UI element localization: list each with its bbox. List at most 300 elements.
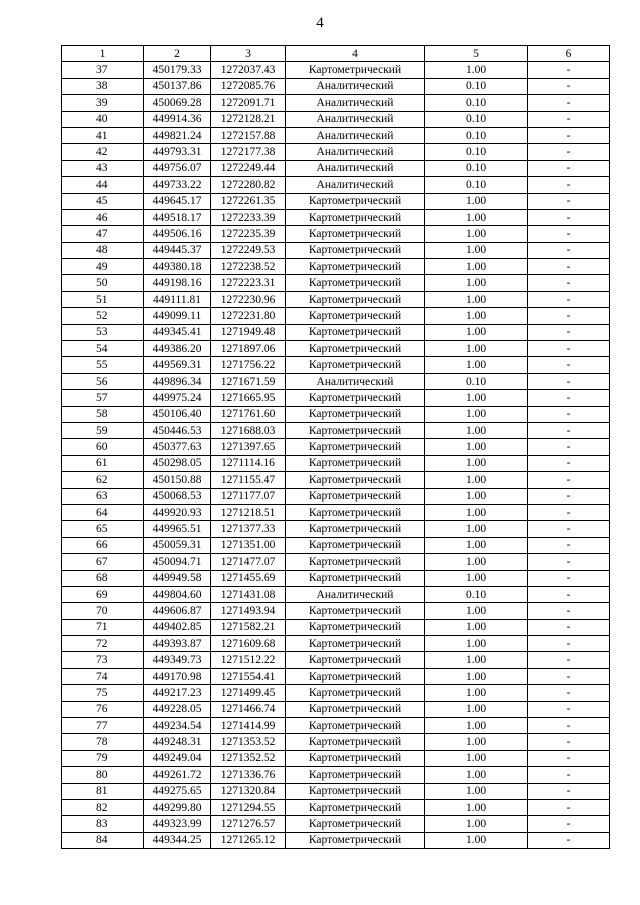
method-cell: Картометрический xyxy=(286,734,425,750)
y-coordinate-cell: 1272280.82 xyxy=(211,177,286,193)
point-number-cell: 41 xyxy=(62,127,144,143)
description-cell: - xyxy=(528,586,610,602)
description-cell: - xyxy=(528,357,610,373)
x-coordinate-cell: 449249.04 xyxy=(144,750,211,766)
method-cell: Аналитический xyxy=(286,177,425,193)
point-number-cell: 45 xyxy=(62,193,144,209)
table-row xyxy=(62,701,610,717)
y-coordinate-cell: 1272231.80 xyxy=(211,308,286,324)
description-cell: - xyxy=(528,177,610,193)
description-cell: - xyxy=(528,78,610,94)
point-number-cell: 43 xyxy=(62,160,144,176)
accuracy-cell: 1.00 xyxy=(425,668,528,684)
point-number-cell: 48 xyxy=(62,242,144,258)
description-cell: - xyxy=(528,406,610,422)
description-cell: - xyxy=(528,636,610,652)
description-cell: - xyxy=(528,390,610,406)
y-coordinate-cell: 1271336.76 xyxy=(211,767,286,783)
description-cell: - xyxy=(528,422,610,438)
x-coordinate-cell: 449234.54 xyxy=(144,718,211,734)
y-coordinate-cell: 1271582.21 xyxy=(211,619,286,635)
table-row xyxy=(62,521,610,537)
x-coordinate-cell: 449349.73 xyxy=(144,652,211,668)
point-number-cell: 39 xyxy=(62,95,144,111)
table-row xyxy=(62,177,610,193)
description-cell: - xyxy=(528,619,610,635)
point-number-cell: 66 xyxy=(62,537,144,553)
y-coordinate-cell: 1271351.00 xyxy=(211,537,286,553)
method-cell: Аналитический xyxy=(286,160,425,176)
method-cell: Аналитический xyxy=(286,127,425,143)
x-coordinate-cell: 449965.51 xyxy=(144,521,211,537)
method-cell: Картометрический xyxy=(286,636,425,652)
table-row xyxy=(62,668,610,684)
y-coordinate-cell: 1272177.38 xyxy=(211,144,286,160)
method-cell: Картометрический xyxy=(286,668,425,684)
method-cell: Картометрический xyxy=(286,226,425,242)
header-cell-col-6: 6 xyxy=(528,46,610,62)
x-coordinate-cell: 449445.37 xyxy=(144,242,211,258)
description-cell: - xyxy=(528,144,610,160)
accuracy-cell: 0.10 xyxy=(425,78,528,94)
point-number-cell: 73 xyxy=(62,652,144,668)
accuracy-cell: 0.10 xyxy=(425,160,528,176)
x-coordinate-cell: 449380.18 xyxy=(144,259,211,275)
accuracy-cell: 1.00 xyxy=(425,472,528,488)
point-number-cell: 64 xyxy=(62,504,144,520)
table-row xyxy=(62,291,610,307)
y-coordinate-cell: 1271609.68 xyxy=(211,636,286,652)
x-coordinate-cell: 450069.28 xyxy=(144,95,211,111)
accuracy-cell: 1.00 xyxy=(425,603,528,619)
x-coordinate-cell: 449228.05 xyxy=(144,701,211,717)
accuracy-cell: 1.00 xyxy=(425,455,528,471)
point-number-cell: 40 xyxy=(62,111,144,127)
description-cell: - xyxy=(528,439,610,455)
x-coordinate-cell: 449949.58 xyxy=(144,570,211,586)
point-number-cell: 56 xyxy=(62,373,144,389)
point-number-cell: 78 xyxy=(62,734,144,750)
y-coordinate-cell: 1272235.39 xyxy=(211,226,286,242)
description-cell: - xyxy=(528,570,610,586)
y-coordinate-cell: 1271756.22 xyxy=(211,357,286,373)
x-coordinate-cell: 449198.16 xyxy=(144,275,211,291)
x-coordinate-cell: 449975.24 xyxy=(144,390,211,406)
point-number-cell: 70 xyxy=(62,603,144,619)
y-coordinate-cell: 1271276.57 xyxy=(211,816,286,832)
x-coordinate-cell: 449756.07 xyxy=(144,160,211,176)
x-coordinate-cell: 449248.31 xyxy=(144,734,211,750)
table-row xyxy=(62,488,610,504)
method-cell: Картометрический xyxy=(286,603,425,619)
accuracy-cell: 1.00 xyxy=(425,341,528,357)
y-coordinate-cell: 1271265.12 xyxy=(211,832,286,848)
accuracy-cell: 1.00 xyxy=(425,259,528,275)
description-cell: - xyxy=(528,652,610,668)
table-row xyxy=(62,439,610,455)
table-row xyxy=(62,62,610,78)
table-row xyxy=(62,95,610,111)
method-cell: Аналитический xyxy=(286,373,425,389)
y-coordinate-cell: 1271353.52 xyxy=(211,734,286,750)
point-number-cell: 79 xyxy=(62,750,144,766)
x-coordinate-cell: 449275.65 xyxy=(144,783,211,799)
table-row xyxy=(62,783,610,799)
table-row xyxy=(62,406,610,422)
accuracy-cell: 0.10 xyxy=(425,586,528,602)
point-number-cell: 60 xyxy=(62,439,144,455)
description-cell: - xyxy=(528,291,610,307)
method-cell: Картометрический xyxy=(286,242,425,258)
y-coordinate-cell: 1271897.06 xyxy=(211,341,286,357)
description-cell: - xyxy=(528,504,610,520)
accuracy-cell: 0.10 xyxy=(425,111,528,127)
y-coordinate-cell: 1271431.08 xyxy=(211,586,286,602)
accuracy-cell: 1.00 xyxy=(425,537,528,553)
point-number-cell: 76 xyxy=(62,701,144,717)
y-coordinate-cell: 1272249.44 xyxy=(211,160,286,176)
x-coordinate-cell: 450446.53 xyxy=(144,422,211,438)
method-cell: Картометрический xyxy=(286,439,425,455)
table-row xyxy=(62,341,610,357)
table-row xyxy=(62,373,610,389)
accuracy-cell: 1.00 xyxy=(425,832,528,848)
method-cell: Картометрический xyxy=(286,193,425,209)
description-cell: - xyxy=(528,341,610,357)
method-cell: Картометрический xyxy=(286,62,425,78)
point-number-cell: 84 xyxy=(62,832,144,848)
point-number-cell: 81 xyxy=(62,783,144,799)
description-cell: - xyxy=(528,603,610,619)
method-cell: Картометрический xyxy=(286,521,425,537)
y-coordinate-cell: 1271155.47 xyxy=(211,472,286,488)
point-number-cell: 75 xyxy=(62,685,144,701)
x-coordinate-cell: 449804.60 xyxy=(144,586,211,602)
y-coordinate-cell: 1272238.52 xyxy=(211,259,286,275)
description-cell: - xyxy=(528,472,610,488)
x-coordinate-cell: 449323.99 xyxy=(144,816,211,832)
point-number-cell: 54 xyxy=(62,341,144,357)
accuracy-cell: 1.00 xyxy=(425,521,528,537)
y-coordinate-cell: 1271761.60 xyxy=(211,406,286,422)
accuracy-cell: 1.00 xyxy=(425,750,528,766)
y-coordinate-cell: 1271177.07 xyxy=(211,488,286,504)
x-coordinate-cell: 449345.41 xyxy=(144,324,211,340)
description-cell: - xyxy=(528,832,610,848)
accuracy-cell: 1.00 xyxy=(425,226,528,242)
y-coordinate-cell: 1271397.65 xyxy=(211,439,286,455)
y-coordinate-cell: 1271554.41 xyxy=(211,668,286,684)
accuracy-cell: 1.00 xyxy=(425,504,528,520)
point-number-cell: 50 xyxy=(62,275,144,291)
y-coordinate-cell: 1272223.31 xyxy=(211,275,286,291)
y-coordinate-cell: 1271688.03 xyxy=(211,422,286,438)
x-coordinate-cell: 450298.05 xyxy=(144,455,211,471)
description-cell: - xyxy=(528,160,610,176)
table-row xyxy=(62,324,610,340)
accuracy-cell: 0.10 xyxy=(425,373,528,389)
table-row xyxy=(62,685,610,701)
description-cell: - xyxy=(528,373,610,389)
table-row xyxy=(62,160,610,176)
method-cell: Картометрический xyxy=(286,750,425,766)
table-row xyxy=(62,586,610,602)
table-row xyxy=(62,504,610,520)
y-coordinate-cell: 1271352.52 xyxy=(211,750,286,766)
header-cell-col-1: 1 xyxy=(62,46,144,62)
description-cell: - xyxy=(528,799,610,815)
method-cell: Картометрический xyxy=(286,390,425,406)
method-cell: Картометрический xyxy=(286,783,425,799)
y-coordinate-cell: 1271320.84 xyxy=(211,783,286,799)
point-number-cell: 42 xyxy=(62,144,144,160)
point-number-cell: 63 xyxy=(62,488,144,504)
method-cell: Картометрический xyxy=(286,832,425,848)
x-coordinate-cell: 450137.86 xyxy=(144,78,211,94)
method-cell: Картометрический xyxy=(286,799,425,815)
x-coordinate-cell: 450068.53 xyxy=(144,488,211,504)
accuracy-cell: 1.00 xyxy=(425,783,528,799)
accuracy-cell: 1.00 xyxy=(425,652,528,668)
x-coordinate-cell: 450106.40 xyxy=(144,406,211,422)
table-row xyxy=(62,767,610,783)
y-coordinate-cell: 1271377.33 xyxy=(211,521,286,537)
table-row xyxy=(62,832,610,848)
x-coordinate-cell: 450150.88 xyxy=(144,472,211,488)
accuracy-cell: 1.00 xyxy=(425,636,528,652)
y-coordinate-cell: 1271512.22 xyxy=(211,652,286,668)
accuracy-cell: 1.00 xyxy=(425,193,528,209)
table-row xyxy=(62,734,610,750)
table-row xyxy=(62,226,610,242)
y-coordinate-cell: 1272230.96 xyxy=(211,291,286,307)
table-row xyxy=(62,619,610,635)
table-row xyxy=(62,78,610,94)
description-cell: - xyxy=(528,455,610,471)
description-cell: - xyxy=(528,111,610,127)
table-row xyxy=(62,455,610,471)
accuracy-cell: 1.00 xyxy=(425,488,528,504)
method-cell: Картометрический xyxy=(286,652,425,668)
accuracy-cell: 1.00 xyxy=(425,718,528,734)
table-row xyxy=(62,636,610,652)
table-row xyxy=(62,275,610,291)
y-coordinate-cell: 1272157.88 xyxy=(211,127,286,143)
description-cell: - xyxy=(528,193,610,209)
y-coordinate-cell: 1271949.48 xyxy=(211,324,286,340)
description-cell: - xyxy=(528,259,610,275)
accuracy-cell: 1.00 xyxy=(425,357,528,373)
description-cell: - xyxy=(528,750,610,766)
method-cell: Картометрический xyxy=(286,308,425,324)
table-body xyxy=(62,62,610,849)
point-number-cell: 74 xyxy=(62,668,144,684)
x-coordinate-cell: 449793.31 xyxy=(144,144,211,160)
table-row xyxy=(62,308,610,324)
point-number-cell: 55 xyxy=(62,357,144,373)
method-cell: Картометрический xyxy=(286,324,425,340)
x-coordinate-cell: 449217.23 xyxy=(144,685,211,701)
accuracy-cell: 1.00 xyxy=(425,242,528,258)
accuracy-cell: 1.00 xyxy=(425,308,528,324)
point-number-cell: 58 xyxy=(62,406,144,422)
y-coordinate-cell: 1271493.94 xyxy=(211,603,286,619)
method-cell: Картометрический xyxy=(286,406,425,422)
y-coordinate-cell: 1271218.51 xyxy=(211,504,286,520)
y-coordinate-cell: 1271114.16 xyxy=(211,455,286,471)
point-number-cell: 69 xyxy=(62,586,144,602)
accuracy-cell: 1.00 xyxy=(425,734,528,750)
description-cell: - xyxy=(528,816,610,832)
accuracy-cell: 0.10 xyxy=(425,95,528,111)
method-cell: Аналитический xyxy=(286,111,425,127)
point-number-cell: 37 xyxy=(62,62,144,78)
description-cell: - xyxy=(528,242,610,258)
description-cell: - xyxy=(528,767,610,783)
description-cell: - xyxy=(528,275,610,291)
method-cell: Картометрический xyxy=(286,570,425,586)
point-number-cell: 80 xyxy=(62,767,144,783)
table-row xyxy=(62,570,610,586)
method-cell: Картометрический xyxy=(286,357,425,373)
table-row xyxy=(62,554,610,570)
x-coordinate-cell: 449099.11 xyxy=(144,308,211,324)
point-number-cell: 59 xyxy=(62,422,144,438)
method-cell: Картометрический xyxy=(286,259,425,275)
table-row xyxy=(62,422,610,438)
method-cell: Картометрический xyxy=(286,291,425,307)
x-coordinate-cell: 449344.25 xyxy=(144,832,211,848)
description-cell: - xyxy=(528,127,610,143)
point-number-cell: 61 xyxy=(62,455,144,471)
accuracy-cell: 1.00 xyxy=(425,799,528,815)
y-coordinate-cell: 1272233.39 xyxy=(211,209,286,225)
x-coordinate-cell: 449402.85 xyxy=(144,619,211,635)
table-row xyxy=(62,718,610,734)
table-row xyxy=(62,259,610,275)
description-cell: - xyxy=(528,718,610,734)
accuracy-cell: 1.00 xyxy=(425,390,528,406)
table-row xyxy=(62,603,610,619)
x-coordinate-cell: 449920.93 xyxy=(144,504,211,520)
point-number-cell: 68 xyxy=(62,570,144,586)
method-cell: Картометрический xyxy=(286,341,425,357)
accuracy-cell: 1.00 xyxy=(425,701,528,717)
y-coordinate-cell: 1272261.35 xyxy=(211,193,286,209)
description-cell: - xyxy=(528,783,610,799)
table-row xyxy=(62,652,610,668)
description-cell: - xyxy=(528,226,610,242)
method-cell: Картометрический xyxy=(286,488,425,504)
method-cell: Аналитический xyxy=(286,144,425,160)
x-coordinate-cell: 449914.36 xyxy=(144,111,211,127)
table-row xyxy=(62,472,610,488)
y-coordinate-cell: 1271466.74 xyxy=(211,701,286,717)
table-row xyxy=(62,816,610,832)
accuracy-cell: 1.00 xyxy=(425,554,528,570)
method-cell: Картометрический xyxy=(286,472,425,488)
y-coordinate-cell: 1271477.07 xyxy=(211,554,286,570)
y-coordinate-cell: 1272128.21 xyxy=(211,111,286,127)
method-cell: Картометрический xyxy=(286,619,425,635)
y-coordinate-cell: 1272091.71 xyxy=(211,95,286,111)
accuracy-cell: 1.00 xyxy=(425,619,528,635)
x-coordinate-cell: 450059.31 xyxy=(144,537,211,553)
method-cell: Картометрический xyxy=(286,209,425,225)
x-coordinate-cell: 450094.71 xyxy=(144,554,211,570)
method-cell: Картометрический xyxy=(286,422,425,438)
x-coordinate-cell: 449299.80 xyxy=(144,799,211,815)
header-cell-col-2: 2 xyxy=(144,46,211,62)
x-coordinate-cell: 449896.34 xyxy=(144,373,211,389)
accuracy-cell: 0.10 xyxy=(425,177,528,193)
point-number-cell: 52 xyxy=(62,308,144,324)
accuracy-cell: 1.00 xyxy=(425,422,528,438)
point-number-cell: 62 xyxy=(62,472,144,488)
x-coordinate-cell: 449821.24 xyxy=(144,127,211,143)
point-number-cell: 47 xyxy=(62,226,144,242)
description-cell: - xyxy=(528,701,610,717)
description-cell: - xyxy=(528,488,610,504)
description-cell: - xyxy=(528,685,610,701)
table-row xyxy=(62,750,610,766)
x-coordinate-cell: 449569.31 xyxy=(144,357,211,373)
method-cell: Картометрический xyxy=(286,554,425,570)
method-cell: Картометрический xyxy=(286,718,425,734)
point-number-cell: 53 xyxy=(62,324,144,340)
description-cell: - xyxy=(528,734,610,750)
accuracy-cell: 1.00 xyxy=(425,275,528,291)
y-coordinate-cell: 1271499.45 xyxy=(211,685,286,701)
table-row xyxy=(62,193,610,209)
x-coordinate-cell: 449606.87 xyxy=(144,603,211,619)
method-cell: Картометрический xyxy=(286,537,425,553)
description-cell: - xyxy=(528,308,610,324)
x-coordinate-cell: 449645.17 xyxy=(144,193,211,209)
y-coordinate-cell: 1271671.59 xyxy=(211,373,286,389)
table-row xyxy=(62,111,610,127)
description-cell: - xyxy=(528,95,610,111)
page-number: 4 xyxy=(316,15,324,31)
header-cell-col-3: 3 xyxy=(211,46,286,62)
x-coordinate-cell: 450377.63 xyxy=(144,439,211,455)
method-cell: Картометрический xyxy=(286,816,425,832)
point-number-cell: 65 xyxy=(62,521,144,537)
point-number-cell: 51 xyxy=(62,291,144,307)
table-row xyxy=(62,209,610,225)
point-number-cell: 71 xyxy=(62,619,144,635)
description-cell: - xyxy=(528,62,610,78)
accuracy-cell: 1.00 xyxy=(425,324,528,340)
method-cell: Аналитический xyxy=(286,586,425,602)
table-row xyxy=(62,242,610,258)
y-coordinate-cell: 1271665.95 xyxy=(211,390,286,406)
y-coordinate-cell: 1272249.53 xyxy=(211,242,286,258)
y-coordinate-cell: 1271455.69 xyxy=(211,570,286,586)
method-cell: Картометрический xyxy=(286,701,425,717)
method-cell: Картометрический xyxy=(286,767,425,783)
accuracy-cell: 1.00 xyxy=(425,209,528,225)
x-coordinate-cell: 449170.98 xyxy=(144,668,211,684)
table-row xyxy=(62,144,610,160)
method-cell: Картометрический xyxy=(286,275,425,291)
description-cell: - xyxy=(528,537,610,553)
header-row xyxy=(62,46,610,62)
method-cell: Картометрический xyxy=(286,455,425,471)
table-row xyxy=(62,357,610,373)
description-cell: - xyxy=(528,554,610,570)
x-coordinate-cell: 449733.22 xyxy=(144,177,211,193)
